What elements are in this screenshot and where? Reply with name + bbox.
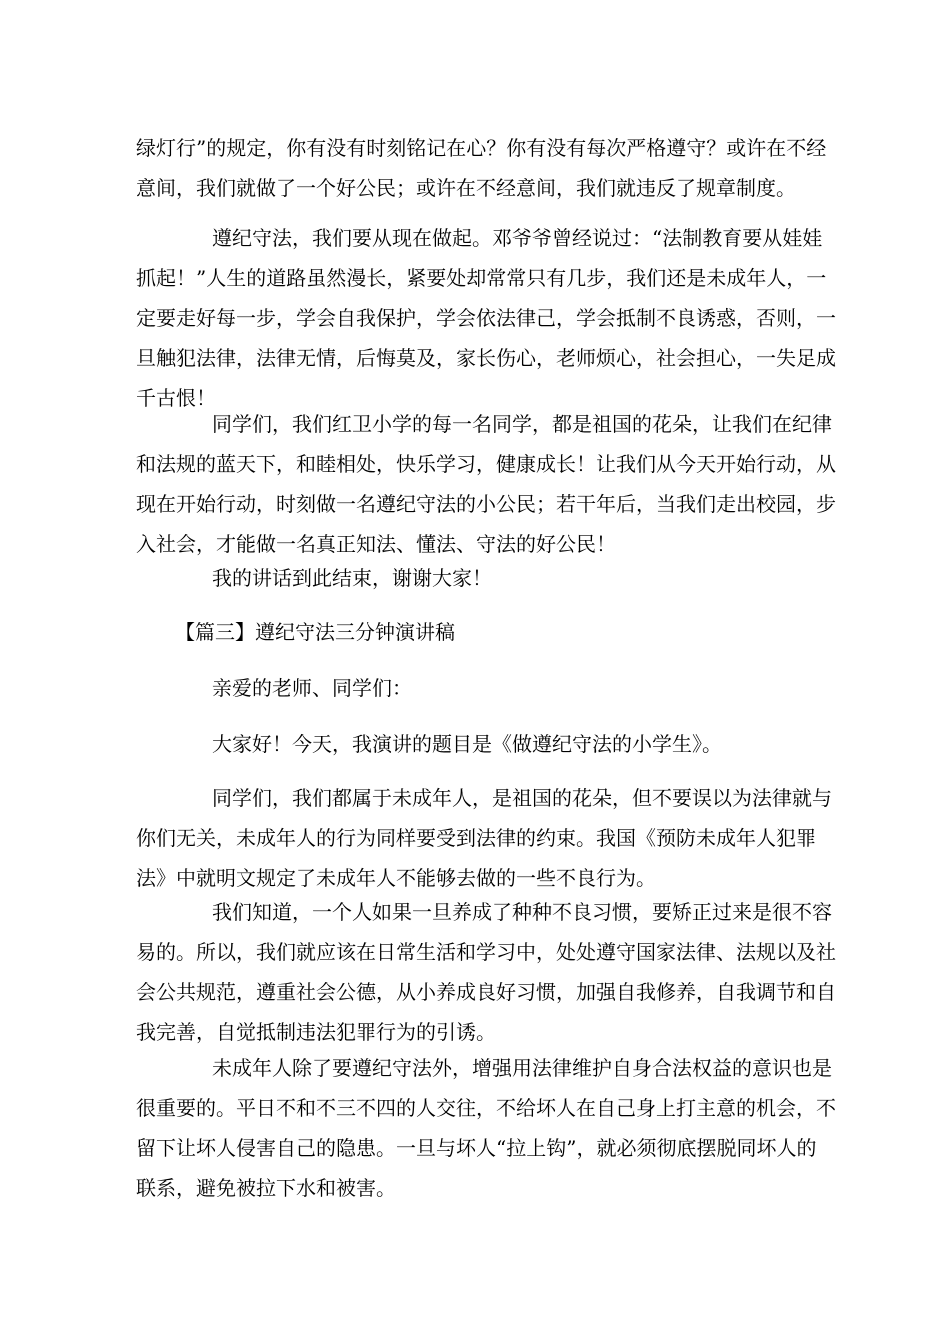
text-line: 我们知道，一个人如果一旦养成了种种不良习惯，要矫正过来是很不容 xyxy=(212,900,832,924)
text-line: 抓起！”人生的道路虽然漫长，紧要处却常常只有几步，我们还是未成年人，一 xyxy=(136,266,827,290)
paragraph-4 xyxy=(136,558,814,598)
text-line: 我的讲话到此结束，谢谢大家！ xyxy=(212,566,492,590)
paragraph-1 xyxy=(136,128,827,208)
text-line: 遵纪守法，我们要从现在做起。邓爷爷曾经说过：“法制教育要从娃娃 xyxy=(212,226,823,250)
text-line: 你们无关，未成年人的行为同样要受到法律的约束。我国《预防未成年人犯罪 xyxy=(136,826,816,850)
paragraph-3 xyxy=(136,404,836,564)
paragraph-5 xyxy=(136,668,814,708)
text-line: 亲爱的老师、同学们： xyxy=(212,676,412,700)
text-line: 和法规的蓝天下，和睦相处，快乐学习，健康成长！让我们从今天开始行动，从 xyxy=(136,452,836,476)
text-line: 会公共规范，遵重社会公德，从小养成良好习惯，加强自我修养，自我调节和自 xyxy=(136,980,836,1004)
text-line: 同学们，我们都属于未成年人，是祖国的花朵，但不要误以为法律就与 xyxy=(212,786,832,810)
text-line: 千古恨！ xyxy=(136,386,216,410)
paragraph-2 xyxy=(136,218,836,418)
text-line: 旦触犯法律，法律无情，后悔莫及，家长伤心，老师烦心，社会担心，一失足成 xyxy=(136,346,836,370)
text-line: 意间，我们就做了一个好公民；或许在不经意间，我们就违反了规章制度。 xyxy=(136,176,796,200)
paragraph-6 xyxy=(136,724,814,764)
text-line: 留下让坏人侵害自己的隐患。一旦与坏人“拉上钩”，就必须彻底摆脱同坏人的 xyxy=(136,1136,817,1160)
section-heading: 【篇三】遵纪守法三分钟演讲稿 xyxy=(175,620,455,644)
text-line: 很重要的。平日不和不三不四的人交往，不给坏人在自己身上打主意的机会，不 xyxy=(136,1096,836,1120)
paragraph-7 xyxy=(136,778,832,898)
paragraph-8 xyxy=(136,892,836,1052)
text-line: 入社会，才能做一名真正知法、懂法、守法的好公民！ xyxy=(136,532,616,556)
text-line: 定要走好每一步，学会自我保护，学会依法律己，学会抵制不良诱惑，否则，一 xyxy=(136,306,836,330)
text-line: 法》中就明文规定了未成年人不能够去做的一些不良行为。 xyxy=(136,866,656,890)
text-line: 未成年人除了要遵纪守法外，增强用法律维护自身合法权益的意识也是 xyxy=(212,1056,832,1080)
text-line: 我完善，自觉抵制违法犯罪行为的引诱。 xyxy=(136,1020,496,1044)
text-line: 易的。所以，我们就应该在日常生活和学习中，处处遵守国家法律、法规以及社 xyxy=(136,940,836,964)
text-line: 现在开始行动，时刻做一名遵纪守法的小公民；若干年后，当我们走出校园，步 xyxy=(136,492,836,516)
text-line: 大家好！今天，我演讲的题目是《做遵纪守法的小学生》。 xyxy=(212,732,722,756)
text-line: 同学们，我们红卫小学的每一名同学，都是祖国的花朵，让我们在纪律 xyxy=(212,412,832,436)
paragraph-9 xyxy=(136,1048,836,1208)
text-line: 绿灯行”的规定，你有没有时刻铭记在心？你有没有每次严格遵守？或许在不经 xyxy=(136,136,827,160)
text-line: 联系，避免被拉下水和被害。 xyxy=(136,1176,396,1200)
